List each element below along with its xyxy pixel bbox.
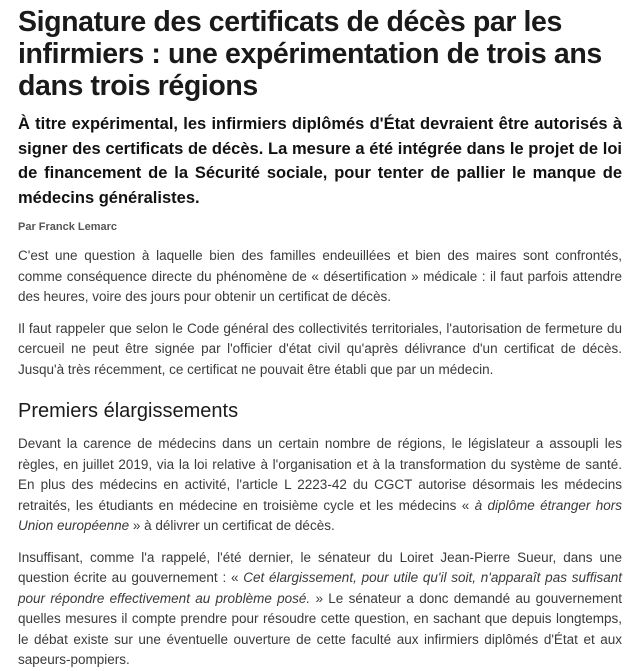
paragraph-3-text: Devant la carence de médecins dans un certain nombre de régions, le législateur a assoupli les règles, en juillet 2019, via la loi relative à l'organisation et à la transformation du système de santé. En plus des médecins en activité, l'article L 2223-42 du CGCT autorise désormais les médecins retraités, les étudiants en médecine en troisième cycle et les médecins « — [18, 436, 622, 513]
paragraph-3-text-end: » à délivrer un certificat de décès. — [129, 518, 335, 533]
author-byline: Par Franck Lemarc — [18, 221, 118, 233]
article-title: Signature des certificats de décès par les infirmiers : une expérimentation de trois ans dans trois régions — [18, 6, 602, 102]
paragraph-4-text-end: » Le sénateur a donc demandé au gouvernement quelles mesures il compte prendre pour résoudre cette question, en sachant que depuis longtemps, le débat existe sur une éventuelle ouverture de cette faculté aux infirmiers diplômés d'État et aux sapeurs-pompiers. — [18, 590, 622, 667]
paragraph-3 — [18, 434, 622, 537]
paragraph-1: C'est une question à laquelle bien des familles endeuillées et bien des maires sont confrontés, comme conséquence directe du phénomène de « désertification » médicale : il faut parfois attendre des heures, voire des jours pour obtenir un certificat de décès. — [18, 248, 622, 304]
paragraph-4-text: Insuffisant, comme l'a rappelé, l'été dernier, le sénateur du Loiret Jean-Pierre Sueur, dans une question écrite au gouvernement : « — [18, 549, 622, 585]
paragraph-2: Il faut rappeler que selon le Code général des collectivités territoriales, l'autorisation de fermeture du cercueil ne peut être signée par l'officier d'état civil qu'après délivrance d'un certificat de décès. Jusqu'à très récemment, ce certificat ne pouvait être établi que par un médecin. — [18, 320, 622, 377]
paragraph-3-quote: à diplôme étranger hors Union européenne — [18, 497, 622, 533]
paragraph-4-quote: Cet élargissement, pour utile qu'il soit, n'apparaît pas suffisant pour répondre effectivement au problème posé. — [18, 570, 622, 606]
section-heading: Premiers élargissements — [18, 400, 239, 422]
paragraph-4 — [18, 548, 622, 671]
article-lead: À titre expérimental, les infirmiers diplômés d'État devraient être autorisés à signer des certificats de décès. La mesure a été intégrée dans le projet de loi de financement de la Sécurité sociale, pour tenter de pallier le manque de médecins généralistes. — [18, 115, 622, 207]
